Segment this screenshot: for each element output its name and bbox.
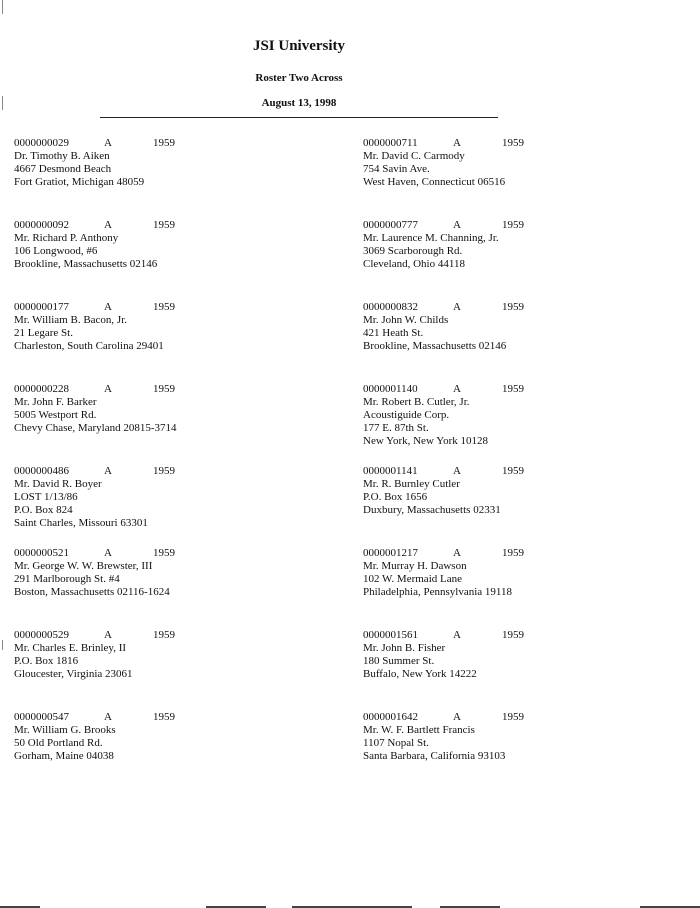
- record-class: A: [104, 465, 112, 477]
- record-id: 0000001141: [363, 465, 418, 477]
- record-class: A: [453, 711, 461, 723]
- record-id: 0000000529: [14, 629, 69, 641]
- record-name: Mr. David R. Boyer: [14, 478, 102, 490]
- record-header-line: [14, 547, 344, 560]
- record-name: Mr. Charles E. Brinley, II: [14, 642, 127, 654]
- record-address-line: Brookline, Massachusetts 02146: [14, 258, 158, 270]
- record-year: 1959: [153, 383, 175, 395]
- record-name: Mr. David C. Carmody: [363, 150, 465, 162]
- record-class: A: [104, 629, 112, 641]
- roster-record: [14, 383, 344, 435]
- record-class: A: [104, 137, 112, 149]
- record-class: A: [453, 219, 461, 231]
- record-id: 0000001561: [363, 629, 418, 641]
- record-year: 1959: [153, 301, 175, 313]
- record-address-line: Philadelphia, Pennsylvania 19118: [363, 586, 512, 598]
- roster-record: [14, 547, 344, 599]
- record-year: 1959: [502, 465, 524, 477]
- scan-edge-mark: [2, 640, 3, 650]
- roster-record: [14, 629, 344, 681]
- record-id: 0000000092: [14, 219, 69, 231]
- scan-edge-mark: [2, 0, 3, 14]
- record-name: Mr. Robert B. Cutler, Jr.: [363, 396, 470, 408]
- record-id: 0000000711: [363, 137, 418, 149]
- record-address-line: P.O. Box 1816: [14, 655, 79, 667]
- record-year: 1959: [153, 465, 175, 477]
- record-address-line: Saint Charles, Missouri 63301: [14, 517, 148, 529]
- record-id: 0000000177: [14, 301, 69, 313]
- record-header-line: [363, 301, 693, 314]
- record-class: A: [453, 383, 461, 395]
- record-address-line: Boston, Massachusetts 02116-1624: [14, 586, 170, 598]
- record-header-line: [14, 465, 344, 478]
- record-year: 1959: [153, 137, 175, 149]
- record-address-line: 102 W. Mermaid Lane: [363, 573, 462, 585]
- record-address-line: 5005 Westport Rd.: [14, 409, 97, 421]
- roster-record: [363, 629, 693, 681]
- roster-record: [363, 547, 693, 599]
- record-id: 0000000547: [14, 711, 69, 723]
- record-class: A: [104, 219, 112, 231]
- record-address-line: Gorham, Maine 04038: [14, 750, 114, 762]
- record-year: 1959: [153, 547, 175, 559]
- record-address-line: 3069 Scarborough Rd.: [363, 245, 463, 257]
- record-address-line: Chevy Chase, Maryland 20815-3714: [14, 422, 177, 434]
- record-id: 0000000029: [14, 137, 69, 149]
- record-address-line: Gloucester, Virginia 23061: [14, 668, 133, 680]
- roster-record: [363, 465, 693, 517]
- record-class: A: [453, 465, 461, 477]
- record-header-line: [14, 219, 344, 232]
- roster-record: [363, 219, 693, 271]
- record-year: 1959: [153, 711, 175, 723]
- record-name: Dr. Timothy B. Aiken: [14, 150, 110, 162]
- record-header-line: [363, 465, 693, 478]
- record-header-line: [363, 547, 693, 560]
- record-address-line: P.O. Box 1656: [363, 491, 428, 503]
- record-address-line: Cleveland, Ohio 44118: [363, 258, 465, 270]
- record-address-line: Charleston, South Carolina 29401: [14, 340, 164, 352]
- record-address-line: 180 Summer St.: [363, 655, 435, 667]
- record-class: A: [104, 301, 112, 313]
- record-class: A: [104, 547, 112, 559]
- record-address-line: 4667 Desmond Beach: [14, 163, 112, 175]
- record-id: 0000000521: [14, 547, 69, 559]
- record-class: A: [453, 137, 461, 149]
- record-class: A: [453, 547, 461, 559]
- record-id: 0000001642: [363, 711, 418, 723]
- record-address-line: 291 Marlborough St. #4: [14, 573, 120, 585]
- record-header-line: [363, 629, 693, 642]
- record-header-line: [14, 383, 344, 396]
- record-header-line: [363, 711, 693, 724]
- record-header-line: [14, 137, 344, 150]
- record-address-line: 421 Heath St.: [363, 327, 424, 339]
- roster-record: [14, 465, 344, 530]
- record-header-line: [363, 383, 693, 396]
- record-address-line: Fort Gratiot, Michigan 48059: [14, 176, 145, 188]
- page-date: August 13, 1998: [261, 97, 337, 109]
- record-name: Mr. William G. Brooks: [14, 724, 116, 736]
- roster-record: [14, 137, 344, 189]
- page-title: JSI University: [252, 38, 346, 54]
- record-name: Mr. Richard P. Anthony: [14, 232, 119, 244]
- record-address-line: 21 Legare St.: [14, 327, 73, 339]
- record-header-line: [363, 137, 693, 150]
- record-header-line: [14, 711, 344, 724]
- record-year: 1959: [153, 219, 175, 231]
- record-address-line: 1107 Nopal St.: [363, 737, 429, 749]
- record-year: 1959: [502, 219, 524, 231]
- record-name: Mr. John B. Fisher: [363, 642, 446, 654]
- record-name: Mr. R. Burnley Cutler: [363, 478, 460, 490]
- record-name: Mr. W. F. Bartlett Francis: [363, 724, 475, 736]
- record-address-line: West Haven, Connecticut 06516: [363, 176, 506, 188]
- record-name: Mr. William B. Bacon, Jr.: [14, 314, 128, 326]
- record-address-line: 50 Old Portland Rd.: [14, 737, 103, 749]
- roster-record: [363, 711, 693, 763]
- record-address-line: 177 E. 87th St.: [363, 422, 429, 434]
- record-year: 1959: [153, 629, 175, 641]
- page-subtitle: Roster Two Across: [255, 72, 343, 84]
- record-name: Mr. George W. W. Brewster, III: [14, 560, 153, 572]
- roster-record: [363, 301, 693, 353]
- roster-record: [363, 383, 693, 448]
- record-address-line: Duxbury, Massachusetts 02331: [363, 504, 501, 516]
- record-address-line: 106 Longwood, #6: [14, 245, 98, 257]
- record-address-line: New York, New York 10128: [363, 435, 488, 447]
- roster-record: [14, 711, 344, 763]
- record-header-line: [14, 629, 344, 642]
- record-header-line: [363, 219, 693, 232]
- record-name: Mr. John W. Childs: [363, 314, 449, 326]
- record-year: 1959: [502, 301, 524, 313]
- record-year: 1959: [502, 711, 524, 723]
- record-address-line: 754 Savin Ave.: [363, 163, 430, 175]
- record-name: Mr. John F. Barker: [14, 396, 97, 408]
- record-class: A: [453, 629, 461, 641]
- record-year: 1959: [502, 547, 524, 559]
- scan-edge-mark: [2, 96, 3, 110]
- header-divider: [100, 117, 498, 118]
- record-address-line: Santa Barbara, California 93103: [363, 750, 506, 762]
- record-name: Mr. Laurence M. Channing, Jr.: [363, 232, 499, 244]
- record-id: 0000000777: [363, 219, 418, 231]
- record-address-line: Acoustiguide Corp.: [363, 409, 450, 421]
- roster-record: [363, 137, 693, 189]
- record-address-line: Brookline, Massachusetts 02146: [363, 340, 507, 352]
- record-id: 0000000486: [14, 465, 69, 477]
- record-year: 1959: [502, 629, 524, 641]
- record-class: A: [104, 711, 112, 723]
- record-name: Mr. Murray H. Dawson: [363, 560, 467, 572]
- roster-record: [14, 301, 344, 353]
- record-class: A: [104, 383, 112, 395]
- record-year: 1959: [502, 383, 524, 395]
- record-header-line: [14, 301, 344, 314]
- record-id: 0000000228: [14, 383, 69, 395]
- record-class: A: [453, 301, 461, 313]
- record-year: 1959: [502, 137, 524, 149]
- record-address-line: Buffalo, New York 14222: [363, 668, 477, 680]
- record-id: 0000001140: [363, 383, 418, 395]
- record-id: 0000001217: [363, 547, 418, 559]
- record-address-line: P.O. Box 824: [14, 504, 73, 516]
- record-address-line: LOST 1/13/86: [14, 491, 78, 503]
- record-id: 0000000832: [363, 301, 418, 313]
- roster-record: [14, 219, 344, 271]
